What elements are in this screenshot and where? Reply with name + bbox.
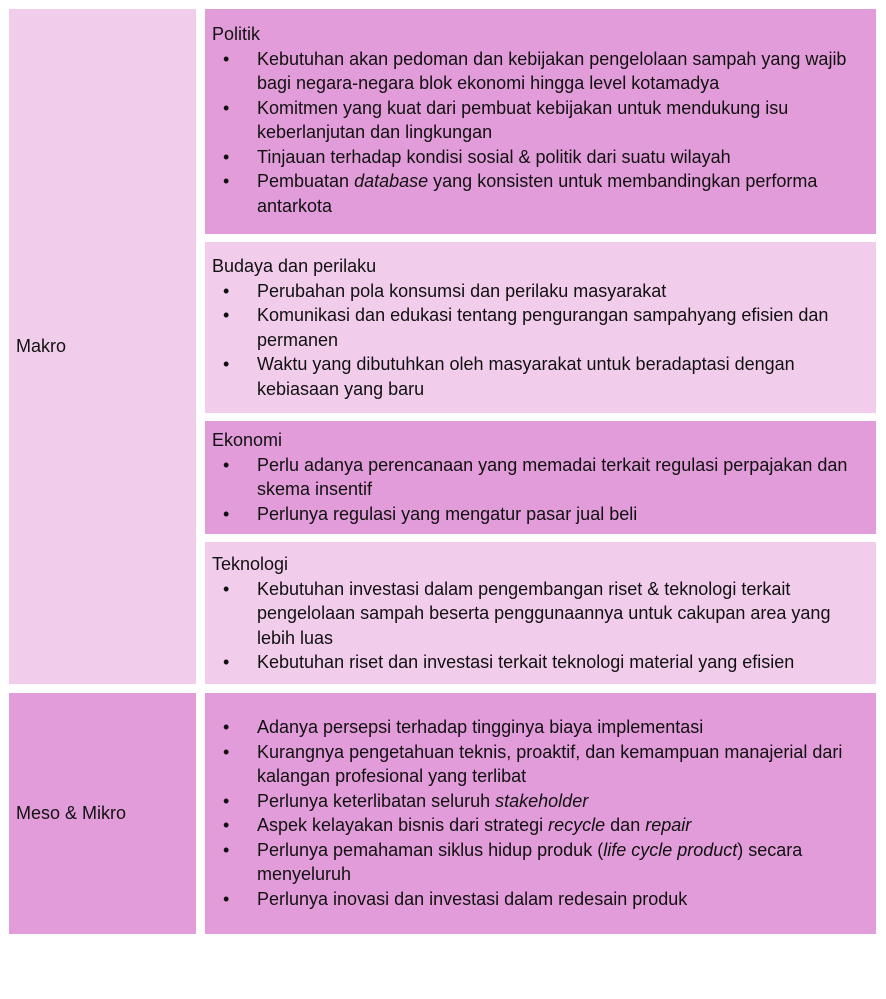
list-item — [212, 352, 868, 401]
italic-text: repair — [645, 815, 692, 835]
list-item — [212, 279, 868, 304]
item-text: Perlunya regulasi yang mengatur pasar jual beli — [257, 503, 638, 524]
section-title: Teknologi — [212, 554, 289, 574]
meso-label-cell — [9, 693, 196, 934]
bullet-list — [212, 577, 868, 675]
bullet-marker: • — [223, 305, 230, 325]
item-text: Kebutuhan riset dan investasi terkait teknologi material yang efisien — [257, 652, 795, 672]
section-teknologi — [205, 542, 876, 684]
list-item — [212, 577, 868, 651]
list-item — [212, 887, 868, 912]
bullet-marker: • — [223, 839, 230, 860]
item-text: Pembuatan — [257, 171, 355, 191]
section-ekonomi — [205, 421, 876, 534]
list-item — [212, 169, 868, 218]
bullet-marker: • — [223, 454, 230, 475]
item-text: Kebutuhan akan pedoman dan kebijakan pengelolaan sampah yang wajib bagi negara-negara blok ekonomi hingga level kotamadya — [257, 48, 847, 93]
italic-text: database — [354, 171, 429, 191]
bullet-list — [212, 453, 868, 527]
item-text: Perubahan pola konsumsi dan perilaku masyarakat — [257, 280, 667, 301]
list-item — [212, 813, 868, 838]
makro-label-cell — [9, 9, 196, 684]
bullet-marker: • — [223, 97, 230, 118]
item-text: Kebutuhan investasi dalam pengembangan riset & teknologi terkait pengelolaan sampah beserta penggunaannya untuk cakupan area yang lebih luas — [257, 578, 831, 648]
section-title: Politik — [212, 24, 261, 44]
section-title: Budaya dan perilaku — [212, 256, 377, 276]
bullet-list — [212, 279, 868, 402]
item-text: Perlunya keterlibatan seluruh — [257, 790, 496, 811]
item-text: Tinjauan terhadap kondisi sosial & politik dari suatu wilayah — [257, 146, 731, 167]
list-item — [212, 47, 868, 96]
list-item — [212, 740, 868, 789]
list-item — [212, 453, 868, 502]
item-text: yang konsisten untuk membandingkan performa antarkota — [257, 171, 818, 216]
list-item — [212, 715, 868, 740]
item-text: Kurangnya pengetahuan teknis, proaktif, dan kemampuan manajerial dari kalangan profesional yang terlibat — [257, 741, 843, 786]
item-text: dan — [605, 815, 646, 835]
item-text: ) secara menyeluruh — [257, 839, 803, 884]
item-text: Perlunya inovasi dan investasi dalam redesain produk — [257, 888, 688, 909]
italic-text: stakeholder — [495, 790, 589, 811]
bullet-marker: • — [223, 578, 230, 599]
bullet-marker: • — [223, 741, 230, 762]
item-text: Waktu yang dibutuhkan oleh masyarakat untuk beradaptasi dengan kebiasaan yang baru — [257, 354, 795, 399]
bullet-marker: • — [223, 815, 230, 835]
list-item — [212, 303, 868, 352]
bullet-marker: • — [223, 280, 230, 301]
list-item — [212, 838, 868, 887]
item-text: Adanya persepsi terhadap tingginya biaya implementasi — [257, 717, 704, 737]
section-title: Ekonomi — [212, 430, 283, 450]
item-text: Perlu adanya perencanaan yang memadai terkait regulasi perpajakan dan skema insentif — [257, 454, 848, 499]
item-text: Komunikasi dan edukasi tentang pengurangan sampahyang efisien dan permanen — [257, 305, 829, 350]
bullet-marker: • — [223, 48, 230, 69]
meso-label: Meso & Mikro — [16, 803, 127, 823]
list-item — [212, 96, 868, 145]
item-text: Komitmen yang kuat dari pembuat kebijakan untuk mendukung isu keberlanjutan dan lingkungan — [257, 97, 789, 142]
section-politik — [205, 9, 876, 234]
bullet-marker: • — [223, 171, 230, 191]
bullet-marker: • — [223, 717, 230, 737]
bullet-marker: • — [223, 888, 230, 909]
bullet-list — [212, 715, 868, 911]
list-item — [212, 502, 868, 527]
item-text: Perlunya pemahaman siklus hidup produk ( — [257, 839, 604, 860]
section-meso-mikro — [205, 693, 876, 934]
bullet-marker: • — [223, 503, 230, 524]
bullet-marker: • — [223, 790, 230, 811]
item-text: Aspek kelayakan bisnis dari strategi — [257, 815, 549, 835]
bullet-list — [212, 47, 868, 219]
list-item — [212, 145, 868, 170]
bullet-marker: • — [223, 354, 230, 374]
italic-text: life cycle product — [603, 839, 738, 860]
bullet-marker: • — [223, 146, 230, 167]
bullet-marker: • — [223, 652, 230, 672]
italic-text: recycle — [548, 815, 606, 835]
list-item — [212, 789, 868, 814]
section-budaya — [205, 242, 876, 413]
list-item — [212, 650, 868, 675]
makro-label: Makro — [16, 336, 67, 356]
